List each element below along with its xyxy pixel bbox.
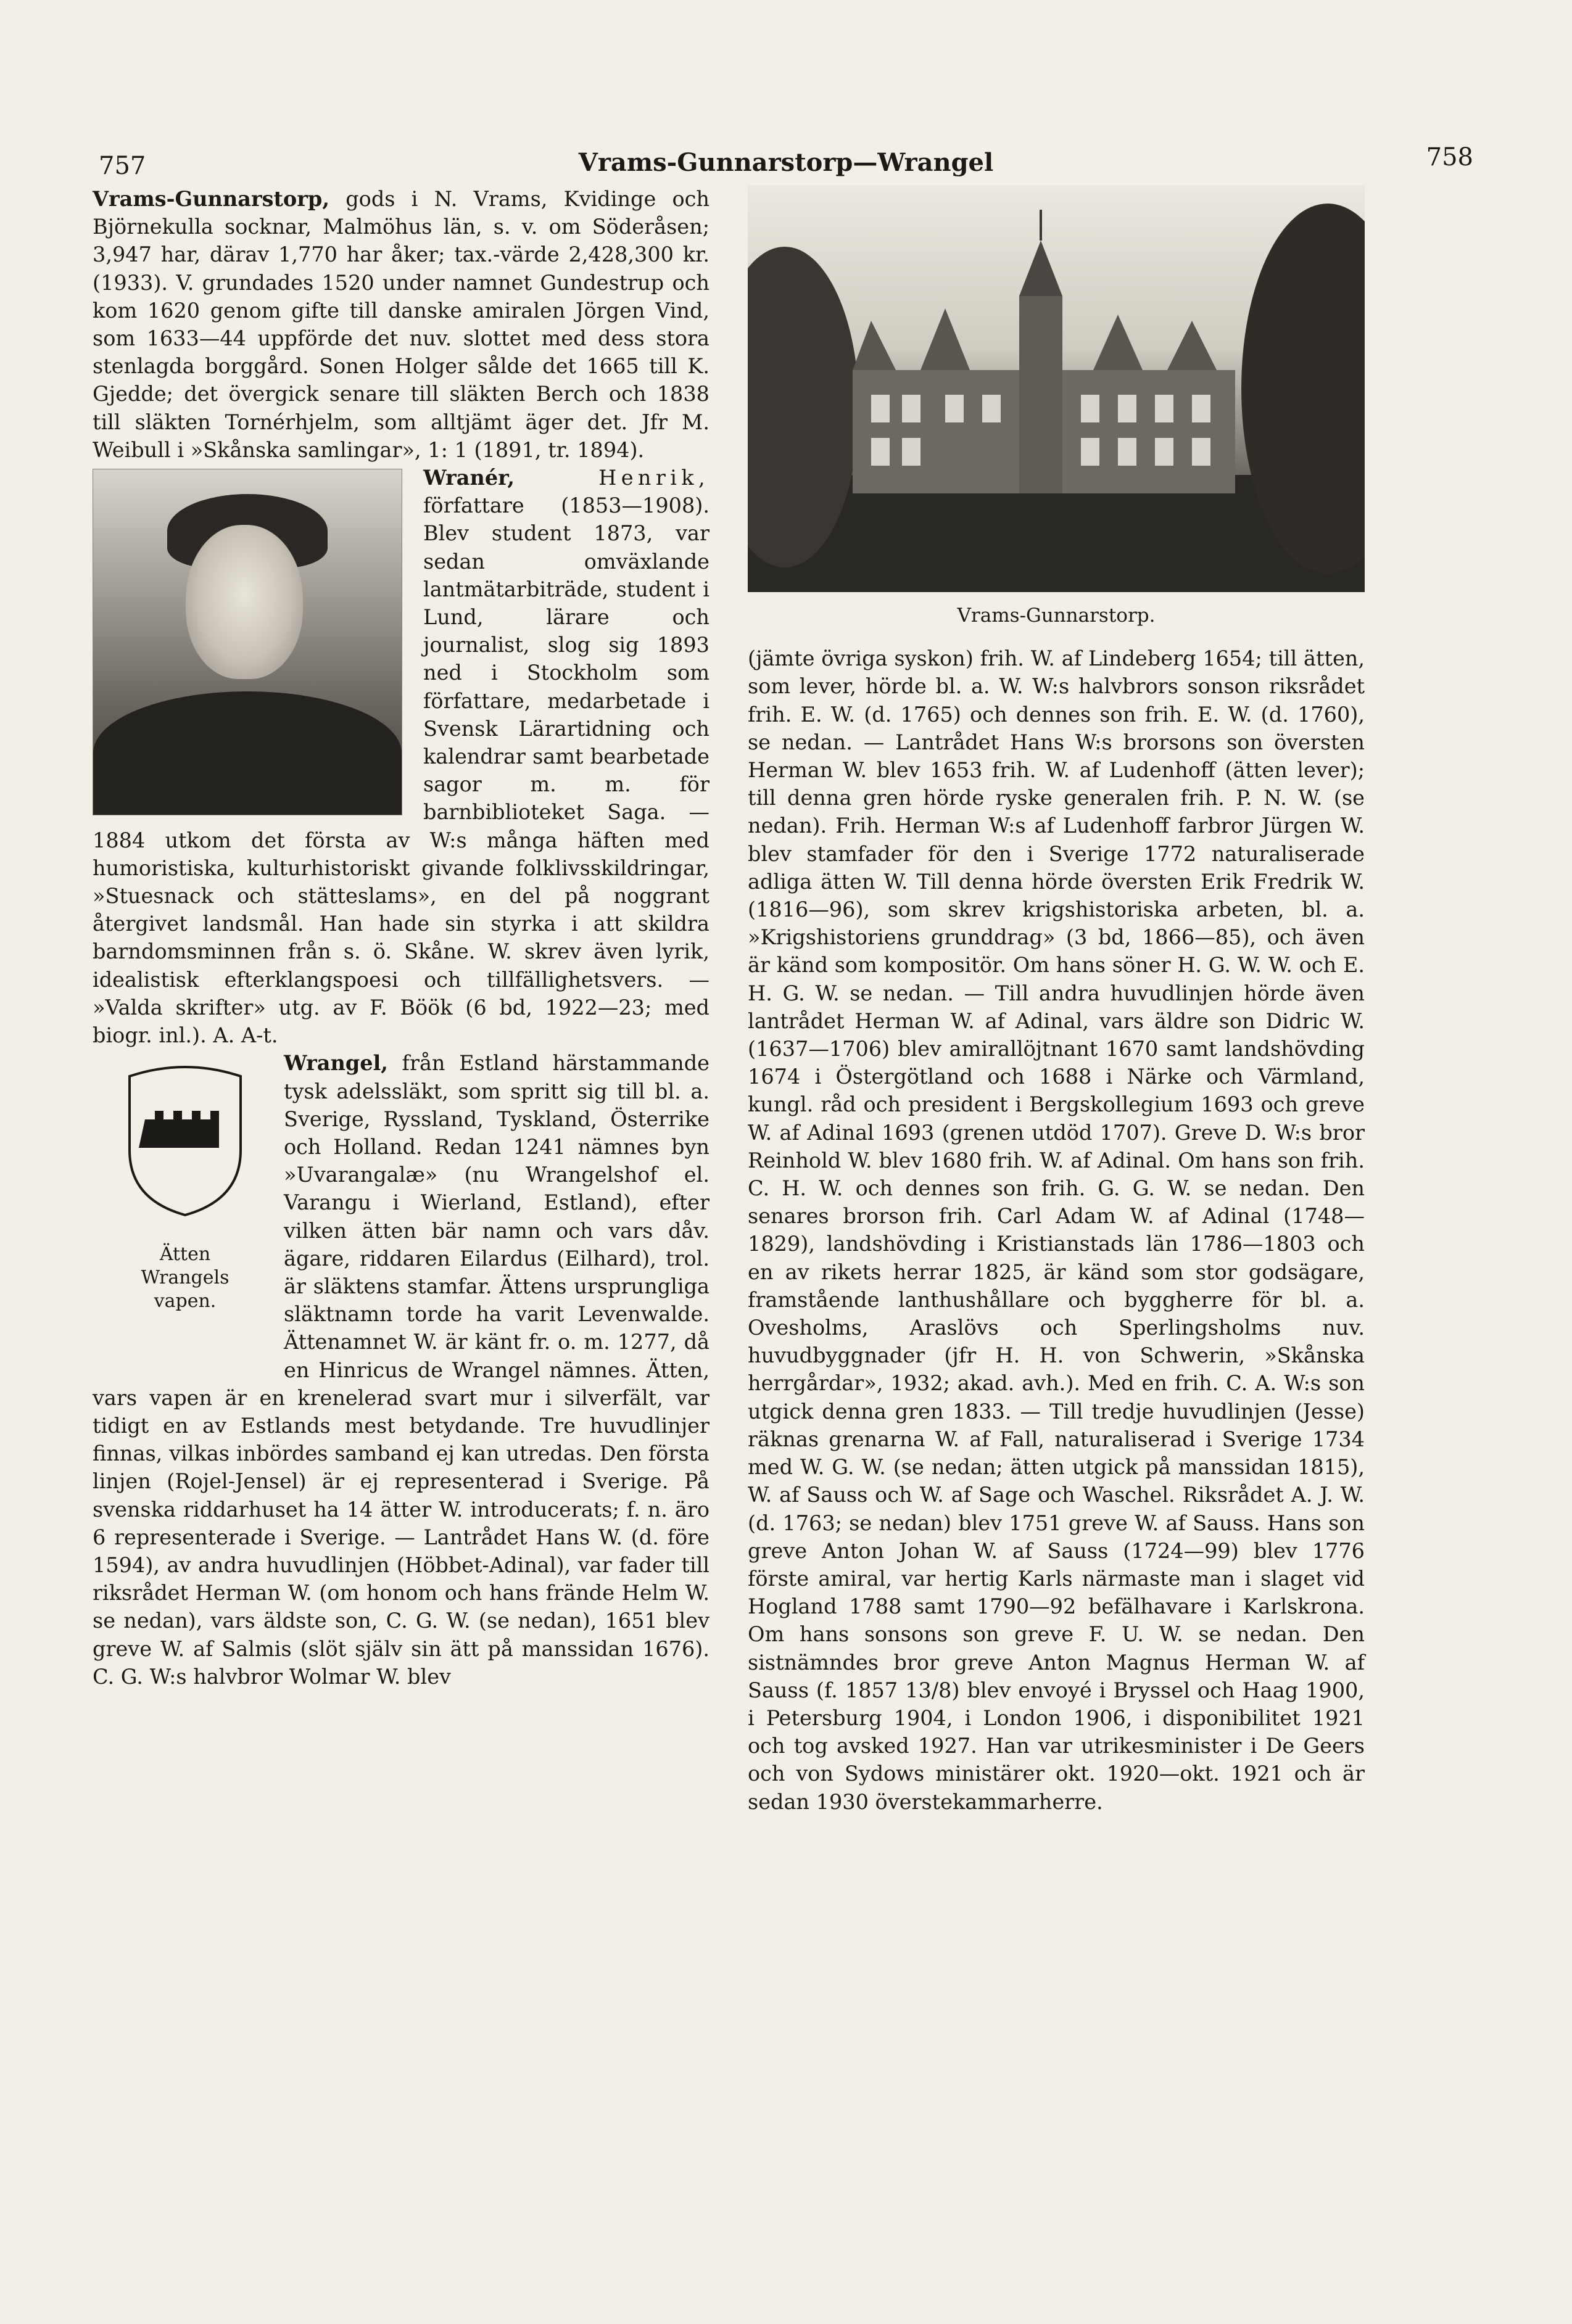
headword-vrams-gunnarstorp: Vrams-Gunnarstorp, xyxy=(93,187,330,211)
page-number-left: 757 xyxy=(99,152,146,180)
entry-text: från Estland härstammande tysk adelssläkt, som spritt sig till bl. a. Sverige, Ryssland, Tyskland, Österrike och Holland. Redan 1241 nämnes byn »Uvarangalæ» (nu Wrangelshof el. Varangu i Wierland, Estland), efter vilken ätten bär namn och vars dåv. ägare, riddaren Eilardus (Eilhard), trol. är släktens stamfar. Ättens ursprungliga släktnamn torde ha varit Levenwalde. Ättenamnet W. är känt fr. o. m. 1277, då en Hinricus de Wrangel nämnes. Ätten, vars vapen är en krenelerad svart mur i silverfält, var tidigt en av Estlands mest betydande. Tre huvudlinjer finnas, vilkas inbördes samband ej kan utredas. Den första linjen (Rojel-Jensel) är ej representerad i Sverige. På svenska riddarhuset ha 14 ätter W. introducerats; f. n. äro 6 representerade i Sverige. — Lantrådet Hans W. (d. före 1594), av andra huvudlinjen (Höbbet-Adinal), var fader till riksrådet Herman W. (om honom och hans frände Helm W. se nedan), vars äldste son, C. G. W. (se nedan), 1651 blev greve W. af Salmis (slöt själv sin ätt på manssidan 1676). C. G. W:s halvbror Wolmar W. blev xyxy=(93,1051,709,1689)
coat-of-arms-figure xyxy=(105,1058,265,1366)
entry-wraner xyxy=(93,464,709,1049)
portrait-face xyxy=(186,525,303,679)
given-name: Henrik, xyxy=(598,466,709,490)
shield-caption-line: Wrangels xyxy=(141,1267,230,1289)
entry-text: författare (1853—1908). Blev student 1873, var sedan omväxlande lantmätarbiträde, student i Lund, lärare och journalist, slog sig 1893 ned i Stockholm som författare, medarbetade i Svensk Lärartidning och kalendrar samt bearbetade sagor m. m. för barnbiblioteket Saga. — 1884 utkom det första av W:s många häften med humoristiska, kulturhistoriskt givande folklivsskildringar, »Stuesnack och stätteslams», en del på noggrant återgivet landsmål. Han hade sin styrka i att skildra barndomsminnen från s. ö. Skåne. W. skrev även lyrik, idealistisk efterklangspoesi och tillfällighetsvers. — »Valda skrifter» utg. av F. Böök (6 bd, 1922—23; med biogr. inl.). A. A-t. xyxy=(93,493,709,1048)
entry-wrangel-continued: (jämte övriga syskon) frih. W. af Lindeberg 1654; till ätten, som lever, hörde bl. a. W. W:s halvbrors sonson riksrådet frih. E. W. (d. 1765) och dennes son frih. E. W. (d. 1760), se nedan. — Lantrådet Hans W:s brorsons son översten Herman W. blev 1653 frih. W. af Ludenhoff (ätten lever); till denna gren hörde ryske generalen frih. P. N. W. (se nedan). Frih. Herman W:s af Ludenhoff farbror Jürgen W. blev stamfader för den i Sverige 1772 naturaliserade adliga ätten W. Till denna hörde översten Erik Fredrik W. (1816—96), som skrev krigshistoriska arbeten, bl. a. »Krigshistoriens grunddrag» (3 bd, 1866—85), och även är känd som kompositör. Om hans söner H. G. W. W. och E. H. G. W. se nedan. — Till andra huvudlinjen hörde även lantrådet Herman W. af Adinal, vars äldre son Didric W. (1637—1706) blev amirallöjtnant 1670 samt landshövding 1674 i Östergötland och 1688 i Närke och Värmland, kungl. råd och president i Bergskollegium 1693 och greve W. af Adinal 1693 (grenen utdöd 1707). Greve D. W:s bror Reinhold W. blev 1680 frih. W. af Adinal. Om hans son frih. C. H. W. och dennes son frih. G. G. W. se nedan. Den senares brorson frih. Carl Adam W. af Adinal (1748—1829), landshövding i Kristianstads län 1786—1803 och en av rikets herrar 1825, är känd som stor godsägare, framstående lanthushållare och byggherre för bl. a. Ovesholms, Araslövs och Sperlingsholms nuv. huvudbyggnader (jfr H. H. von Schwerin, »Skånska herrgårdar», 1932; akad. avh.). Med en frih. C. A. W:s son utgick denna gren 1833. — Till tredje huvudlinjen (Jesse) räknas grenarna W. af Fall, naturaliserad i Sverige 1734 med W. G. W. (se nedan; ätten utgick på manssidan 1815), W. af Sauss och W. af Sage och Waschel. Riksrådet A. J. W. (d. 1763; se nedan) blev 1751 greve W. af Sauss. Hans son greve Anton Johan W. af Sauss (1724—99) blev 1776 förste amiral, var hertig Karls närmaste man i slaget vid Hogland 1788 samt 1790—92 befälhavare i Karlskrona. Om hans sonsons son greve F. U. W. se nedan. Den sistnämndes bror greve Anton Magnus Herman W. af Sauss (f. 1857 13/8) blev envoyé i Bryssel och Haag 1900, i Petersburg 1904, i London 1906, i disponibilitet 1921 och tog avsked 1927. Han var utrikesminister i De Geers och von Sydows ministärer okt. 1920—okt. 1921 och är sedan 1930 överstekammarherre. xyxy=(748,646,1365,1814)
shield-caption-line: Ätten xyxy=(159,1243,211,1266)
entry-wrangel xyxy=(93,1049,709,1691)
portrait-coat xyxy=(93,691,402,815)
entry-vrams-gunnarstorp xyxy=(93,185,709,464)
headword-wrangel: Wrangel, xyxy=(284,1051,388,1076)
castle-illustration xyxy=(748,185,1365,592)
right-column xyxy=(748,185,1365,1816)
entry-text: gods i N. Vrams, Kvidinge och Björnekulla socknar, Malmöhus län, s. v. om Söderåsen; 3,947 har, därav 1,770 har åker; tax.-värde 2,428,300 kr. (1933). V. grundades 1520 under namnet Gundestrup och kom 1620 genom gifte till danske amiralen Jörgen Vind, som 1633—44 uppförde det nuv. slottet med dess stora stenlagda borggård. Sonen Holger sålde det 1665 till K. Gjedde; det övergick senare till släkten Berch och 1838 till släkten Tornérhjelm, som alltjämt äger det. Jfr M. Weibull i »Skånska samlingar», 1: 1 (1891, tr. 1894). xyxy=(93,187,709,462)
left-column xyxy=(93,185,709,1691)
headword-wraner: Wranér, xyxy=(423,466,515,490)
shield-caption-line: vapen. xyxy=(154,1290,217,1312)
castle-photo xyxy=(748,185,1365,592)
portrait-photo xyxy=(93,469,402,815)
castle-caption: Vrams-Gunnarstorp. xyxy=(957,604,1156,627)
shield-icon xyxy=(123,1064,247,1218)
running-title: Vrams-Gunnarstorp—Wrangel xyxy=(578,148,994,177)
shield-caption xyxy=(105,1243,265,1313)
running-header xyxy=(99,143,1473,186)
page-number-right: 758 xyxy=(1426,143,1473,171)
